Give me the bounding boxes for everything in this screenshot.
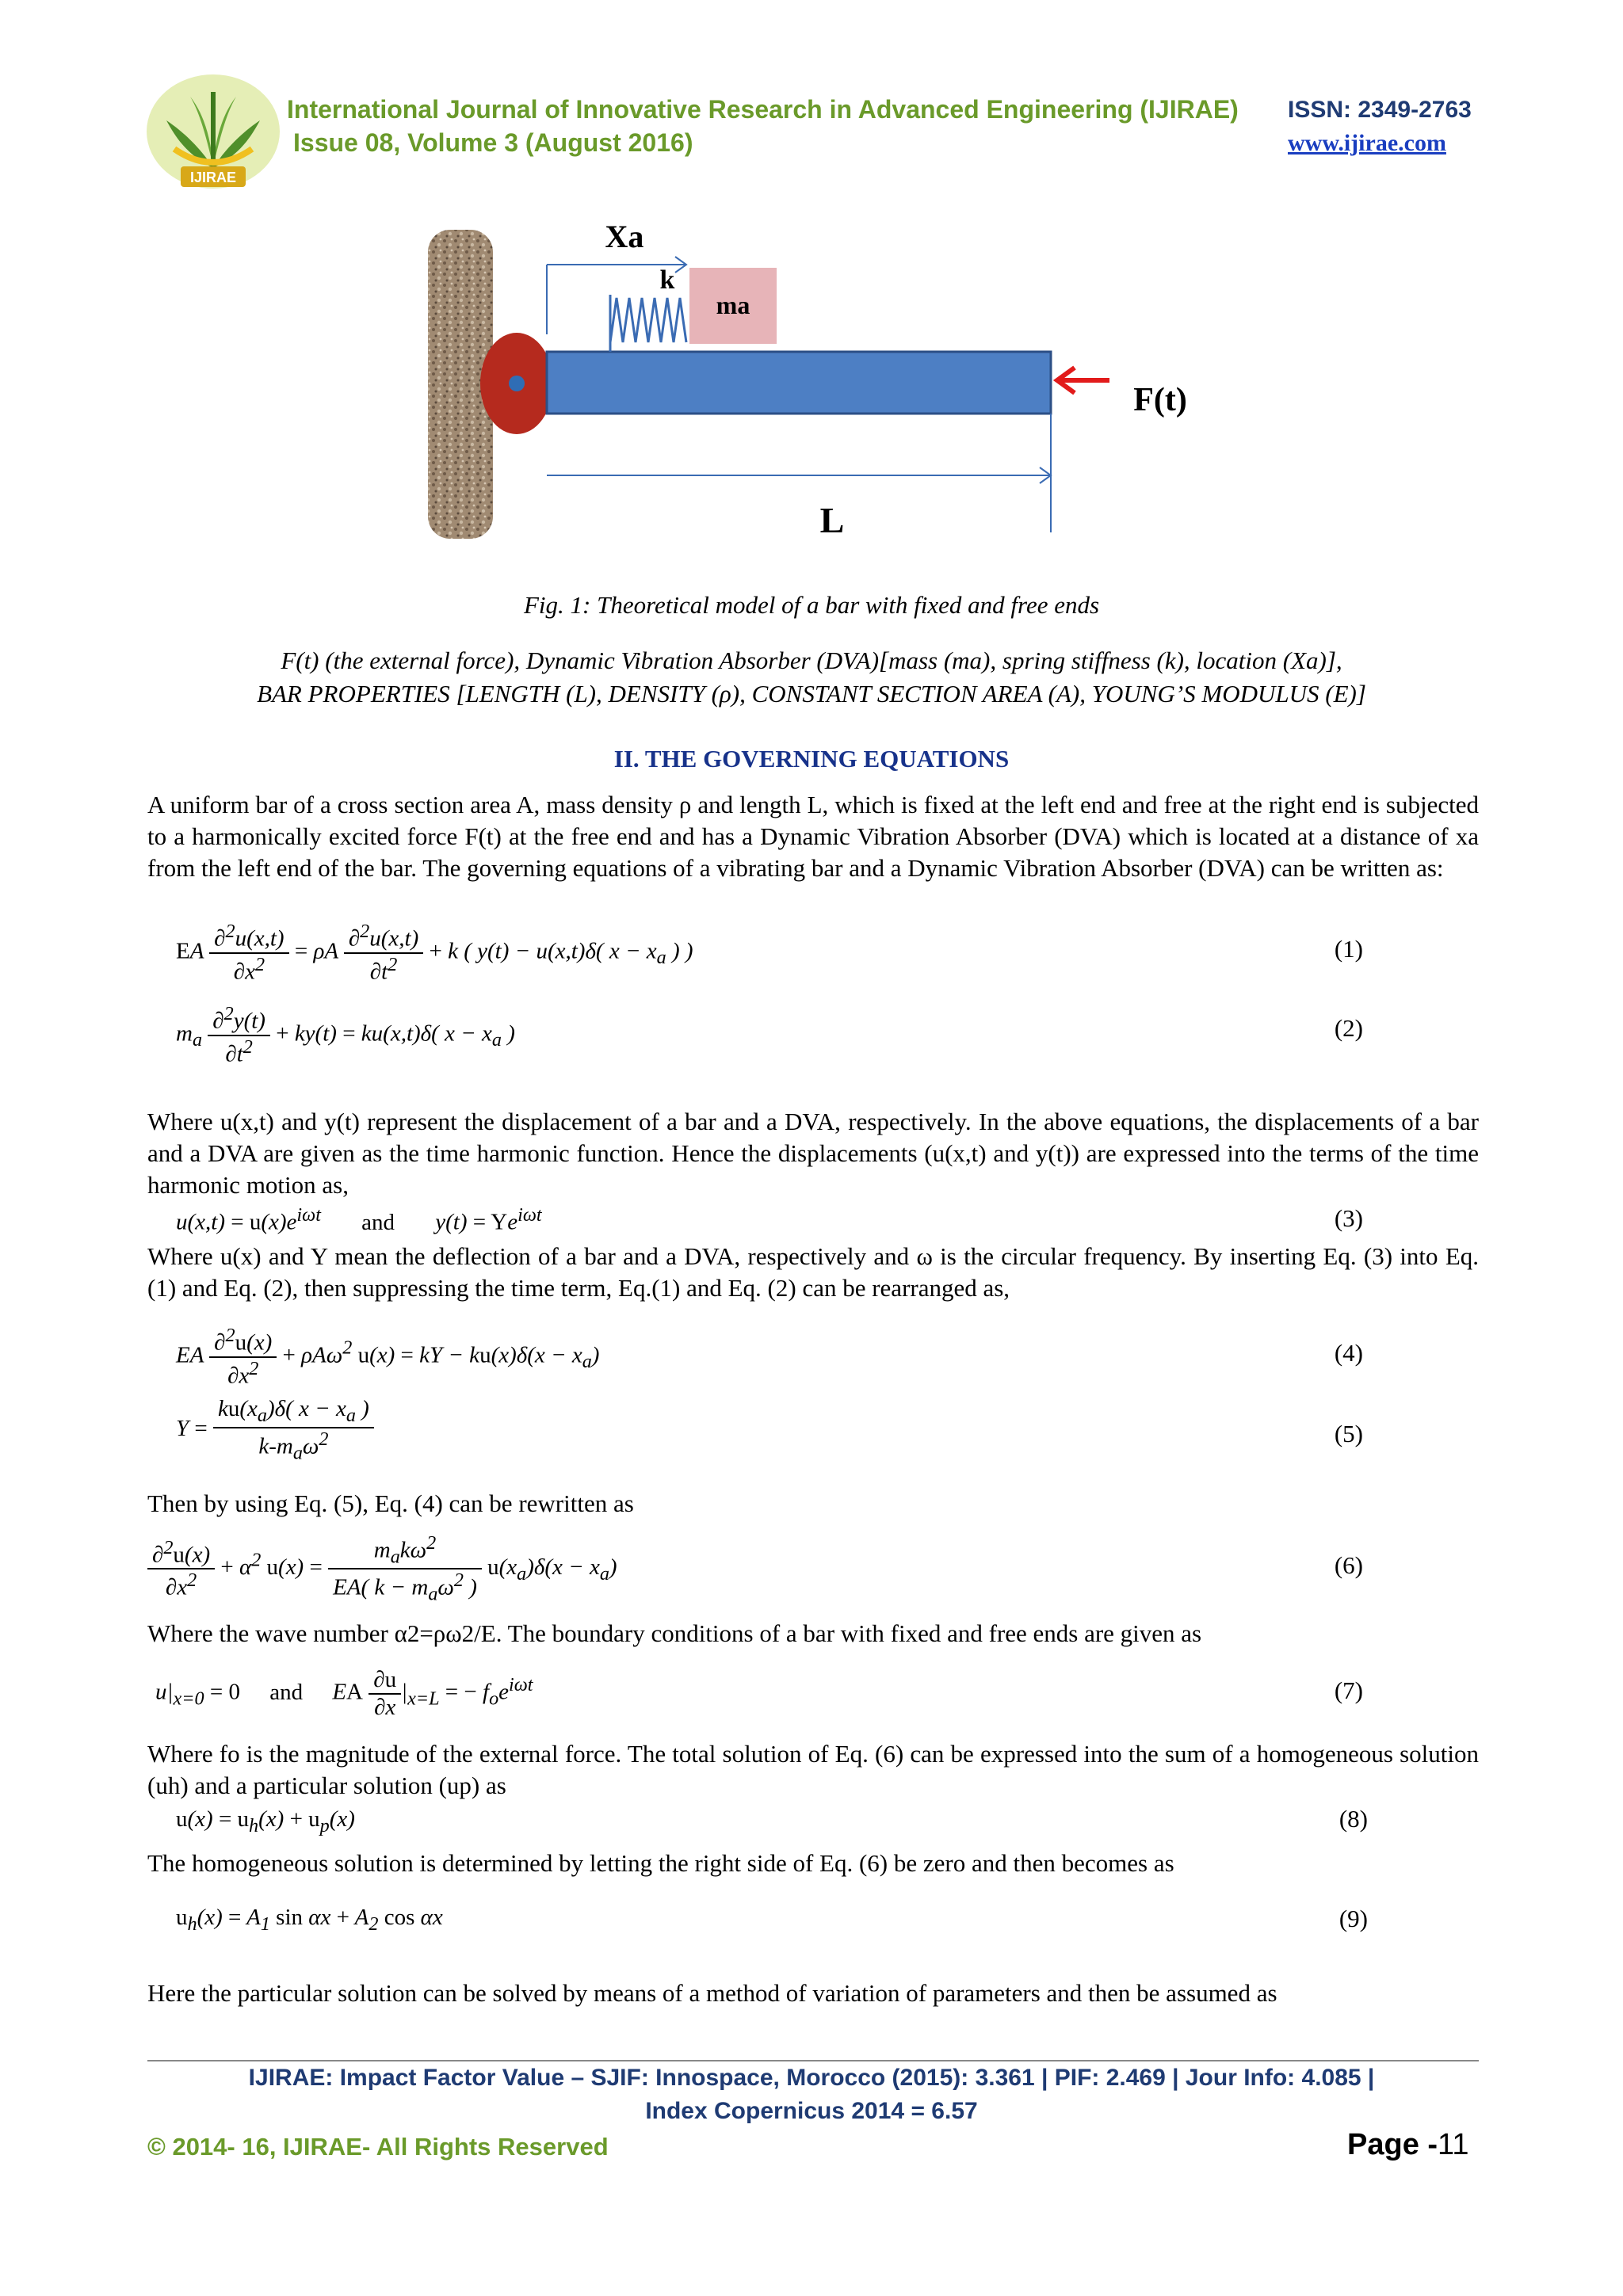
- equation-5: Y = $\frac{ku(x_a)\delta( x - x_a )}{k-m_a\omega^2}$: [176, 1396, 374, 1464]
- figure-caption: Fig. 1: Theoretical model of a bar with fixed and free ends: [523, 591, 1100, 619]
- label-force: F(t): [1133, 382, 1187, 418]
- page-label: Page -: [1347, 2128, 1438, 2161]
- paragraph-7: The homogeneous solution is determined by letting the right side of Eq. (6) be zero and then becomes as: [147, 1849, 1174, 1877]
- equation-number-5: (5): [1334, 1420, 1363, 1447]
- paragraph-8: Here the particular solution can be solved by means of a method of variation of parameters and then be assumed as: [147, 1979, 1277, 2007]
- paragraph-5: Where the wave number α2=ρω2/E. The boundary conditions of a bar with fixed and free ends are given as: [147, 1619, 1202, 1647]
- equation-9: $u_h(x) = A_1$ $\sin \alpha x + A_2$ cos αx: [176, 1905, 443, 1935]
- equation-7: $u|_{x=0} = 0$ and EA $\frac{\partial u}{\partial x}$ $|_{x=L}$ = − $f_oe^{i\omega t}$: [155, 1667, 533, 1720]
- label-length: L: [819, 500, 845, 540]
- figure-bar-model: [420, 215, 1212, 548]
- equation-2: $m_a$ $\frac{\partial^2y(t)}{\partial t^2}$ + ky(t) = ku(x,t)δ( $x - x_a$ ): [176, 1003, 515, 1067]
- figure-description-2: BAR PROPERTIES [LENGTH (L), DENSITY (ρ), CONSTANT SECTION AREA (A), YOUNG’S MODULUS (E)]: [257, 680, 1366, 707]
- footer-divider: [147, 2060, 1479, 2061]
- page-number-value: 11: [1438, 2128, 1469, 2161]
- paragraph-4: Then by using Eq. (5), Eq. (4) can be rewritten as: [147, 1489, 634, 1517]
- section-heading: II. THE GOVERNING EQUATIONS: [613, 745, 1010, 772]
- logo-text: IJIRAE: [189, 170, 237, 185]
- journal-issn: ISSN: 2349-2763: [1288, 97, 1472, 123]
- figure-description-1: F(t) (the external force), Dynamic Vibration Absorber (DVA)[mass (ma), spring stiffness (k), location (Xa)],: [281, 646, 1342, 674]
- equation-number-6: (6): [1334, 1551, 1363, 1579]
- label-xa: Xa: [605, 219, 644, 254]
- equation-number-4: (4): [1334, 1339, 1363, 1367]
- paragraph-3: Where u(x) and Y mean the deflection of a bar and a DVA, respectively and ω is the circular frequency. By inserting Eq. (3) into Eq. (1) and Eq. (2), then suppressing the time term, Eq.(1) and Eq. (2) can be rearranged as,: [147, 1242, 1479, 1302]
- label-k: k: [659, 265, 675, 295]
- paragraph-1: A uniform bar of a cross section area A, mass density ρ and length L, which is fixed at the left end and free at the right end is subjected to a harmonically excited force F(t) at the free end and has a Dynamic Vibration Absorber (DVA) which is located at a distance of xa from the left end of the bar. The governing equations of a vibrating bar and a Dynamic Vibration Absorber (DVA) can be written as:: [147, 791, 1479, 882]
- equation-1: EA $\frac{\partial^2u(x,t)}{\partial x^2}$ = ρA $\frac{\partial^2u(x,t)}{\partial t^2}$ + k ( y(t) − u(x,t)δ( $x - x_a$ ) ): [176, 921, 693, 985]
- journal-issue: Issue 08, Volume 3 (August 2016): [293, 128, 693, 157]
- paragraph-2: Where u(x,t) and y(t) represent the displacement of a bar and a DVA, respectively. In the above equations, the displacements of a bar and a DVA are given as the time harmonic function. Hence the displacements (u(x,t) and y(t)) are expressed into the terms of the time harmonic motion as,: [147, 1108, 1479, 1199]
- page-number: [1347, 2128, 1469, 2162]
- equation-4: EA $\frac{\partial^2u(x)}{\partial x^2}$ + ρAω$^2$ u(x) = kY − $ku(x)\delta(x - x_a)$: [176, 1325, 600, 1389]
- bar: [547, 352, 1051, 414]
- equation-number-8: (8): [1338, 1805, 1368, 1833]
- equation-8: $u(x) = u_h(x) + u_p(x)$: [176, 1806, 355, 1836]
- label-ma: ma: [716, 291, 750, 319]
- spring: [610, 298, 686, 342]
- footer-impact-factor: IJIRAE: Impact Factor Value – SJIF: Innospace, Morocco (2015): 3.361 | PIF: 2.469 | Jour Info: 4.085 |: [248, 2065, 1375, 2091]
- equation-3: $u(x,t) = u(x)e^{i\omega t}$ and $y(t) = Ye^{i\omega t}$: [176, 1204, 542, 1235]
- equation-6: $\frac{\partial^2u(x)}{\partial x^2}$ + $\alpha^2$ u(x) = $\frac{m_ak\omega^2}{EA( k - m_a\omega^2 )}$ $u(x_a)\delta(x - x_a)$: [147, 1532, 617, 1606]
- equation-number-7: (7): [1334, 1676, 1363, 1704]
- journal-logo: [143, 73, 284, 193]
- journal-url-link[interactable]: www.ijirae.com: [1288, 130, 1446, 156]
- equation-number-9: (9): [1338, 1905, 1368, 1932]
- equation-number-2: (2): [1334, 1014, 1363, 1042]
- journal-title: International Journal of Innovative Research in Advanced Engineering (IJIRAE): [287, 95, 1239, 124]
- equation-number-3: (3): [1334, 1204, 1363, 1232]
- footer-copyright: © 2014- 16, IJIRAE- All Rights Reserved: [147, 2133, 609, 2161]
- paragraph-6: Where fo is the magnitude of the external force. The total solution of Eq. (6) can be expressed into the sum of a homogeneous solution (uh) and a particular solution (up) as: [147, 1740, 1479, 1799]
- footer-index: Index Copernicus 2014 = 6.57: [645, 2098, 978, 2124]
- equation-number-1: (1): [1334, 935, 1363, 963]
